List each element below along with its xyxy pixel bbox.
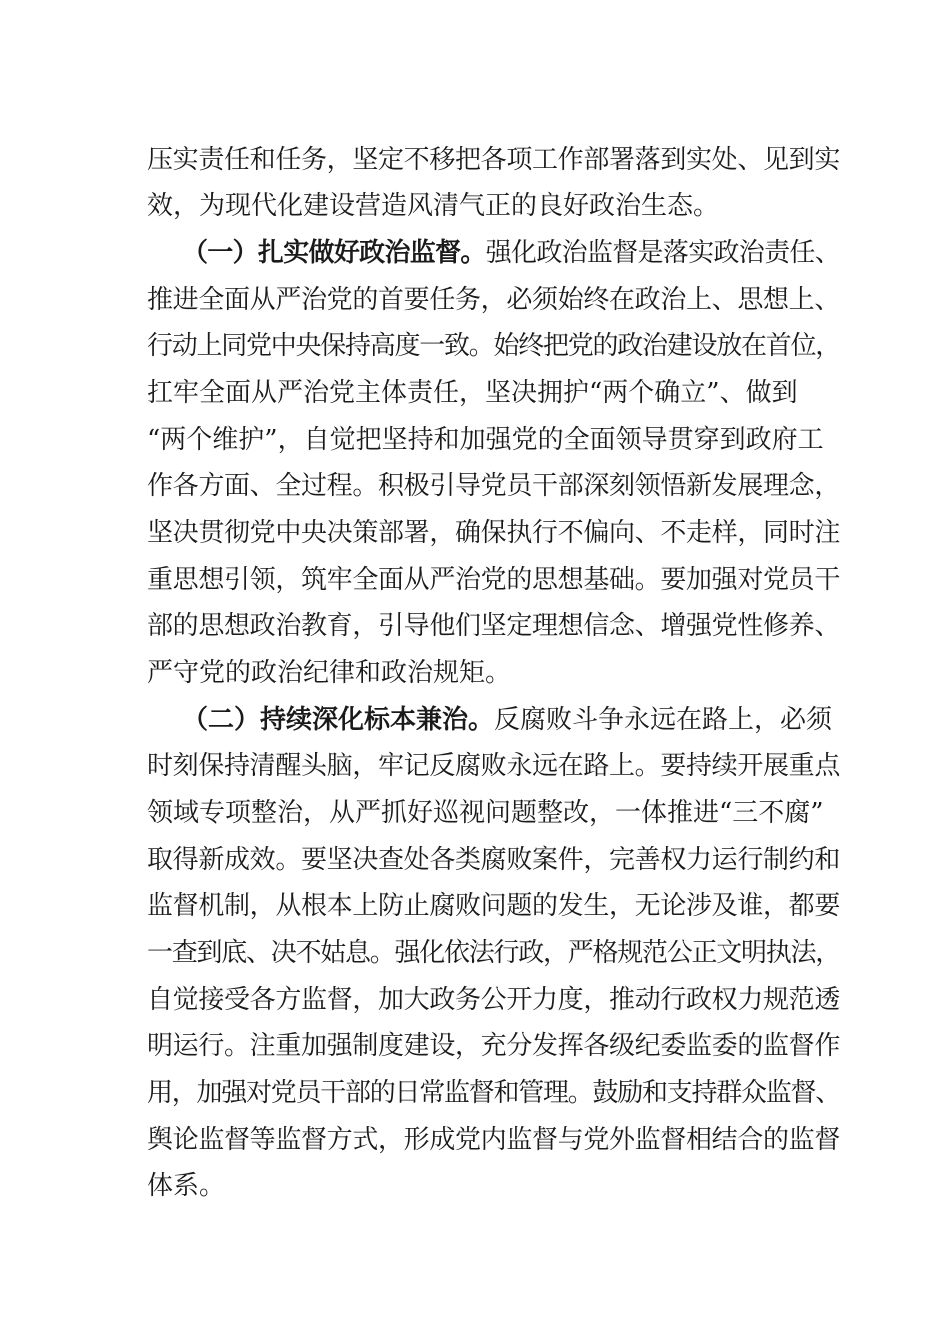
text-line [147,467,840,505]
text-line [147,654,511,692]
text-line [147,934,840,972]
line-text: 一查到底、决不姑息。强化依法行政，严格规范公正文明执法， [147,938,841,968]
text-line [147,794,824,832]
line-text: 舆论监督等监督方式，形成党内监督与党外监督相结合的监督 [147,1125,841,1155]
text-line [147,981,840,1019]
section-heading-line [182,234,840,272]
line-text: 压实责任和任务，坚定不移把各项工作部署落到实处、见到实 [147,145,841,175]
text-line [147,1074,840,1112]
text-line [147,281,840,319]
text-line [147,747,840,785]
text-line [147,1167,225,1205]
line-text: 坚决贯彻党中央决策部署，确保执行不偏向、不走样，同时注 [147,518,841,548]
text-line [147,187,719,225]
text-line [147,1121,840,1159]
line-text: 监督机制，从根本上防止腐败问题的发生，无论涉及谁，都要 [147,891,841,921]
text-line [147,1027,840,1065]
text-line [147,327,840,365]
line-text: 时刻保持清醒头脑，牢记反腐败永远在路上。要持续开展重点 [147,751,841,781]
line-text: 严守党的政治纪律和政治规矩。 [147,658,512,688]
text-line [147,141,840,179]
line-text: 取得新成效。要坚决查处各类腐败案件，完善权力运行制约和 [147,845,841,875]
line-text: “两个维护”，自觉把坚持和加强党的全面领导贯穿到政府工 [147,425,824,455]
line-text: 自觉接受各方监督，加大政务公开力度，推动行政权力规范透 [147,985,841,1015]
line-text: 推进全面从严治党的首要任务，必须始终在政治上、思想上、 [147,285,841,315]
text-line [147,561,840,599]
line-text: 效，为现代化建设营造风清气正的良好政治生态。 [147,191,720,221]
line-text: 作各方面、全过程。积极引导党员干部深刻领悟新发展理念， [147,471,841,501]
line-text: 强化政治监督是落实政治责任、 [485,238,841,268]
section-heading: （二）持续深化标本兼治。 [182,705,495,735]
text-line [147,887,840,925]
line-text: 行动上同党中央保持高度一致。始终把党的政治建设放在首位， [147,331,841,361]
line-text: 扛牢全面从严治党主体责任，坚决拥护“两个确立”、做到 [147,378,798,408]
line-text: 明运行。注重加强制度建设，充分发挥各级纪委监委的监督作 [147,1031,841,1061]
line-text: 反腐败斗争永远在路上，必须 [494,705,833,735]
line-text: 用，加强对党员干部的日常监督和管理。鼓励和支持群众监督、 [147,1078,841,1108]
section-heading-line [182,701,832,739]
text-line [147,421,824,459]
line-text: 重思想引领，筑牢全面从严治党的思想基础。要加强对党员干 [147,565,841,595]
section-heading: （一）扎实做好政治监督。 [182,238,486,268]
line-text: 体系。 [147,1171,226,1201]
text-line [147,514,840,552]
text-line [147,841,840,879]
text-line [147,374,798,412]
line-text: 部的思想政治教育，引导他们坚定理想信念、增强党性修养、 [147,611,841,641]
line-text: 领域专项整治，从严抓好巡视问题整改，一体推进“三不腐” [147,798,824,828]
text-line [147,607,840,645]
